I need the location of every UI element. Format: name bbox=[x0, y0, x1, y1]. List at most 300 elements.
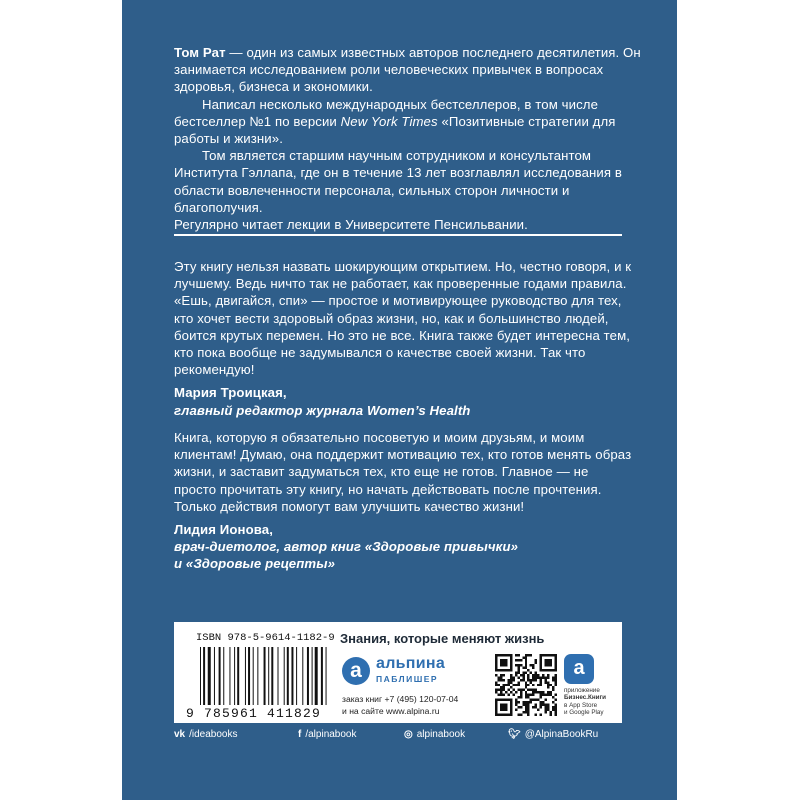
qr-module bbox=[517, 666, 519, 668]
barcode-bar bbox=[307, 647, 309, 705]
qr-module bbox=[525, 694, 527, 696]
barcode-bar bbox=[291, 647, 293, 705]
qr-module bbox=[535, 699, 537, 701]
qr-module bbox=[525, 711, 527, 713]
qr-module bbox=[547, 674, 549, 676]
qr-module bbox=[555, 704, 557, 706]
qr-module bbox=[545, 659, 552, 666]
qr-module bbox=[525, 706, 527, 708]
reviewer-name: Лидия Ионова, bbox=[174, 522, 273, 538]
qr-module bbox=[540, 679, 542, 681]
qr-module bbox=[540, 694, 542, 696]
barcode-bar bbox=[278, 647, 279, 705]
qr-module bbox=[520, 679, 522, 681]
qr-module bbox=[552, 689, 554, 691]
qr-module bbox=[537, 676, 539, 678]
qr-module bbox=[525, 666, 527, 668]
barcode-bar bbox=[223, 647, 224, 705]
qr-module bbox=[500, 689, 502, 691]
barcode-bar bbox=[284, 647, 285, 705]
qr-module bbox=[552, 701, 554, 703]
qr-module bbox=[545, 706, 547, 708]
barcode-bar bbox=[203, 647, 205, 705]
qr-code-icon bbox=[495, 654, 557, 716]
social-label: /ideabooks bbox=[189, 729, 238, 740]
qr-module bbox=[527, 714, 529, 716]
qr-module bbox=[532, 691, 534, 693]
qr-module bbox=[550, 711, 552, 713]
qr-module bbox=[520, 694, 522, 696]
qr-module bbox=[512, 689, 514, 691]
barcode-bar bbox=[219, 647, 221, 705]
barcode-bar bbox=[248, 647, 250, 705]
qr-module bbox=[525, 691, 527, 693]
qr-module bbox=[527, 696, 529, 698]
publisher-name: альпина bbox=[376, 655, 446, 672]
qr-module bbox=[530, 701, 532, 703]
qr-module bbox=[552, 709, 554, 711]
qr-module bbox=[515, 659, 517, 661]
qr-module bbox=[517, 696, 519, 698]
qr-module bbox=[510, 686, 512, 688]
order-site: и на сайте www.alpina.ru bbox=[342, 705, 440, 716]
qr-module bbox=[535, 689, 537, 691]
app-promo-text bbox=[564, 687, 620, 717]
qr-module bbox=[542, 676, 544, 678]
app-line: в App Store bbox=[564, 701, 598, 709]
review-text: Эту книгу нельзя назвать шокирующим открытием. Но, честно говоря, и к лучшему. Ведь ничто так не работает, как проверенные годами правила. «Ешь, двигайся, спи» — простое и мотивирующее руководство для тех, кто хочет вести здоровый образ жизни, но, как и большинство людей, боится крутых перемен. Но это не все. Книга также будет интересна тем, кто пока вообще не задумывался о качестве своей жизни. Так что рекомендую! bbox=[174, 259, 632, 378]
qr-module bbox=[540, 681, 542, 683]
review-signature bbox=[174, 521, 634, 573]
qr-module bbox=[527, 701, 529, 703]
qr-module bbox=[517, 714, 519, 716]
barcode-bar bbox=[326, 647, 327, 705]
qr-module bbox=[525, 659, 527, 661]
social-link-twitter[interactable] bbox=[508, 729, 598, 740]
qr-module bbox=[502, 679, 504, 681]
qr-module bbox=[520, 659, 522, 661]
qr-module bbox=[497, 679, 499, 681]
order-phone: заказ книг +7 (495) 120-07-04 bbox=[342, 694, 459, 704]
qr-module bbox=[530, 681, 532, 683]
barcode-bar bbox=[312, 647, 313, 705]
qr-module bbox=[555, 679, 557, 681]
qr-module bbox=[517, 681, 519, 683]
qr-module bbox=[500, 694, 502, 696]
qr-module bbox=[522, 711, 524, 713]
qr-module bbox=[515, 671, 517, 673]
qr-module bbox=[510, 679, 512, 681]
barcode-bar bbox=[229, 647, 230, 705]
qr-module bbox=[500, 659, 507, 666]
qr-module bbox=[500, 686, 502, 688]
barcode-bar bbox=[287, 647, 289, 705]
qr-module bbox=[540, 676, 542, 678]
qr-module bbox=[535, 676, 537, 678]
app-line: и Google Play bbox=[564, 709, 604, 717]
qr-module bbox=[550, 684, 552, 686]
author-bio-nyt: New York Times bbox=[340, 113, 438, 129]
qr-module bbox=[520, 674, 522, 676]
qr-module bbox=[545, 709, 547, 711]
qr-module bbox=[532, 689, 534, 691]
qr-module bbox=[517, 701, 519, 703]
qr-module bbox=[547, 694, 549, 696]
author-name: Том Рат bbox=[174, 45, 226, 60]
qr-module bbox=[512, 694, 514, 696]
barcode-bar bbox=[200, 647, 201, 705]
qr-module bbox=[555, 676, 557, 678]
qr-module bbox=[522, 679, 524, 681]
qr-module bbox=[522, 671, 524, 673]
qr-module bbox=[545, 694, 547, 696]
review-quote-2 bbox=[174, 429, 634, 573]
instagram-icon: ◎ bbox=[404, 729, 413, 740]
qr-module bbox=[552, 696, 554, 698]
qr-module bbox=[515, 709, 517, 711]
book-back-cover bbox=[122, 0, 677, 800]
qr-module bbox=[517, 664, 519, 666]
reviewer-name: Мария Троицкая, bbox=[174, 385, 287, 401]
social-links bbox=[174, 729, 622, 745]
qr-module bbox=[555, 706, 557, 708]
social-label: @AlpinaBookRu bbox=[524, 729, 599, 740]
reviewer-title-line1: врач-диетолог, автор книг «Здоровые привычки» bbox=[174, 539, 519, 555]
qr-module bbox=[547, 686, 549, 688]
qr-module bbox=[527, 689, 529, 691]
barcode-bar bbox=[302, 647, 303, 705]
qr-module bbox=[527, 704, 529, 706]
qr-module bbox=[500, 704, 507, 711]
qr-module bbox=[512, 676, 514, 678]
qr-module bbox=[535, 671, 537, 673]
qr-module bbox=[532, 694, 534, 696]
qr-module bbox=[547, 684, 549, 686]
author-bio-text-3: «Позитивные стратегии для работы и жизни». bbox=[174, 113, 616, 147]
qr-module bbox=[502, 674, 504, 676]
barcode-bar bbox=[264, 647, 266, 705]
qr-module bbox=[540, 691, 542, 693]
app-icon: a bbox=[564, 654, 594, 684]
barcode-bar bbox=[214, 647, 215, 705]
qr-module bbox=[540, 696, 542, 698]
vk-icon: vk bbox=[174, 729, 186, 740]
social-label: alpinabook bbox=[416, 729, 466, 740]
social-link-instagram[interactable] bbox=[404, 729, 465, 740]
barcode-bar bbox=[321, 647, 323, 705]
qr-module bbox=[535, 706, 537, 708]
qr-module bbox=[530, 671, 532, 673]
qr-module bbox=[527, 679, 529, 681]
qr-module bbox=[535, 691, 537, 693]
qr-module bbox=[535, 674, 537, 676]
qr-module bbox=[525, 696, 527, 698]
qr-module bbox=[515, 654, 517, 656]
app-line: Бизнес.Книги bbox=[564, 694, 607, 702]
qr-module bbox=[532, 674, 534, 676]
barcode-bar bbox=[315, 647, 318, 705]
barcode-bar bbox=[296, 647, 297, 705]
qr-module bbox=[507, 689, 509, 691]
qr-module bbox=[547, 681, 549, 683]
qr-module bbox=[527, 694, 529, 696]
author-bio bbox=[174, 44, 644, 233]
qr-module bbox=[512, 679, 514, 681]
qr-module bbox=[515, 699, 517, 701]
qr-module bbox=[515, 664, 517, 666]
qr-module bbox=[525, 656, 527, 658]
qr-module bbox=[532, 684, 534, 686]
qr-module bbox=[530, 679, 532, 681]
qr-module bbox=[525, 686, 527, 688]
qr-module bbox=[555, 699, 557, 701]
qr-module bbox=[535, 659, 537, 661]
review-signature bbox=[174, 384, 634, 418]
barcode-bar bbox=[253, 647, 254, 705]
qr-module bbox=[545, 704, 547, 706]
qr-module bbox=[507, 694, 509, 696]
reviewer-title: главный редактор журнала Women’s Health bbox=[174, 402, 471, 418]
qr-module bbox=[525, 661, 527, 663]
qr-module bbox=[547, 706, 549, 708]
qr-module bbox=[527, 709, 529, 711]
qr-module bbox=[540, 714, 542, 716]
qr-module bbox=[545, 711, 547, 713]
author-bio-lectures: Регулярно читает лекции в Университете Пенсильвании. bbox=[174, 217, 528, 233]
qr-module bbox=[530, 694, 532, 696]
qr-module bbox=[512, 684, 514, 686]
qr-module bbox=[510, 691, 512, 693]
app-line: приложение bbox=[564, 687, 600, 694]
twitter-icon: 🐦︎ bbox=[508, 729, 521, 740]
qr-module bbox=[550, 694, 552, 696]
qr-module bbox=[497, 676, 499, 678]
qr-module bbox=[497, 694, 499, 696]
author-bio-intro bbox=[174, 44, 644, 96]
qr-module bbox=[515, 704, 517, 706]
qr-module bbox=[552, 706, 554, 708]
qr-module bbox=[527, 674, 529, 676]
social-link-facebook[interactable] bbox=[298, 729, 357, 740]
qr-module bbox=[545, 681, 547, 683]
qr-module bbox=[535, 679, 537, 681]
qr-module bbox=[505, 691, 507, 693]
qr-module bbox=[532, 666, 534, 668]
qr-module bbox=[522, 704, 524, 706]
qr-module bbox=[522, 674, 524, 676]
qr-module bbox=[532, 699, 534, 701]
qr-module bbox=[527, 669, 529, 671]
qr-module bbox=[515, 674, 517, 676]
qr-module bbox=[547, 676, 549, 678]
qr-module bbox=[522, 666, 524, 668]
qr-module bbox=[555, 694, 557, 696]
qr-module bbox=[515, 684, 517, 686]
qr-module bbox=[542, 701, 544, 703]
qr-module bbox=[495, 681, 497, 683]
qr-module bbox=[530, 689, 532, 691]
qr-module bbox=[525, 664, 527, 666]
qr-module bbox=[542, 694, 544, 696]
qr-module bbox=[515, 701, 517, 703]
barcode-bar bbox=[234, 647, 235, 705]
qr-module bbox=[542, 691, 544, 693]
qr-module bbox=[537, 709, 539, 711]
barcode-bar bbox=[237, 647, 239, 705]
qr-module bbox=[522, 701, 524, 703]
qr-module bbox=[545, 676, 547, 678]
qr-module bbox=[510, 676, 512, 678]
qr-module bbox=[532, 664, 534, 666]
author-bio-bestsellers bbox=[174, 96, 644, 148]
qr-module bbox=[552, 676, 554, 678]
qr-module bbox=[555, 714, 557, 716]
qr-module bbox=[520, 714, 522, 716]
qr-module bbox=[520, 691, 522, 693]
qr-module bbox=[530, 699, 532, 701]
isbn-label: ISBN 978-5-9614-1182-9 bbox=[196, 632, 335, 644]
qr-module bbox=[510, 674, 512, 676]
qr-module bbox=[530, 664, 532, 666]
qr-module bbox=[535, 704, 537, 706]
qr-module bbox=[532, 676, 534, 678]
social-link-vk[interactable] bbox=[174, 729, 238, 740]
qr-module bbox=[527, 684, 529, 686]
barcode-bar bbox=[271, 647, 273, 705]
qr-module bbox=[495, 691, 497, 693]
qr-module bbox=[505, 684, 507, 686]
qr-module bbox=[507, 684, 509, 686]
qr-module bbox=[545, 679, 547, 681]
qr-module bbox=[540, 701, 542, 703]
qr-module bbox=[525, 684, 527, 686]
qr-module bbox=[502, 689, 504, 691]
qr-module bbox=[520, 664, 522, 666]
qr-module bbox=[525, 701, 527, 703]
qr-module bbox=[520, 696, 522, 698]
barcode-bar bbox=[245, 647, 246, 705]
barcode bbox=[200, 647, 338, 705]
barcode-bar bbox=[268, 647, 269, 705]
qr-module bbox=[540, 706, 542, 708]
reviewer-title-line2: и «Здоровые рецепты» bbox=[174, 556, 336, 572]
qr-module bbox=[537, 684, 539, 686]
qr-module bbox=[525, 704, 527, 706]
qr-module bbox=[552, 679, 554, 681]
qr-module bbox=[510, 681, 512, 683]
qr-module bbox=[500, 679, 502, 681]
qr-module bbox=[517, 676, 519, 678]
qr-module bbox=[540, 684, 542, 686]
publisher-subname: ПАБЛИШЕР bbox=[376, 674, 439, 684]
qr-module bbox=[540, 704, 542, 706]
qr-module bbox=[550, 714, 552, 716]
qr-module bbox=[517, 706, 519, 708]
qr-module bbox=[502, 686, 504, 688]
qr-module bbox=[537, 691, 539, 693]
qr-module bbox=[545, 699, 547, 701]
qr-module bbox=[517, 689, 519, 691]
qr-module bbox=[527, 706, 529, 708]
qr-module bbox=[500, 676, 502, 678]
qr-module bbox=[522, 656, 524, 658]
publisher-logo-icon: а bbox=[342, 657, 370, 685]
qr-module bbox=[502, 684, 504, 686]
barcode-bar bbox=[208, 647, 211, 705]
qr-module bbox=[547, 704, 549, 706]
qr-module bbox=[537, 699, 539, 701]
qr-module bbox=[500, 691, 502, 693]
qr-module bbox=[525, 709, 527, 711]
qr-module bbox=[507, 681, 509, 683]
qr-module bbox=[555, 709, 557, 711]
qr-module bbox=[495, 689, 497, 691]
qr-module bbox=[535, 661, 537, 663]
publisher-slogan: Знания, которые меняют жизнь bbox=[340, 631, 545, 646]
qr-module bbox=[527, 676, 529, 678]
qr-module bbox=[495, 684, 497, 686]
qr-module bbox=[555, 684, 557, 686]
qr-module bbox=[522, 689, 524, 691]
qr-module bbox=[552, 686, 554, 688]
qr-module bbox=[517, 659, 519, 661]
qr-module bbox=[525, 681, 527, 683]
order-info bbox=[342, 694, 458, 717]
qr-module bbox=[550, 691, 552, 693]
qr-module bbox=[542, 704, 544, 706]
qr-module bbox=[517, 669, 519, 671]
qr-module bbox=[515, 691, 517, 693]
qr-module bbox=[502, 694, 504, 696]
author-bio-gallup: Том является старшим научным сотрудником и консультантом Института Гэллапа, где он в течение 13 лет возглавлял исследования в области вовлеченности персонала, сильных сторон личности и благополучия. bbox=[174, 148, 622, 215]
qr-module bbox=[527, 711, 529, 713]
review-text: Книга, которую я обязательно посоветую и моим друзьям, и моим клиентам! Думаю, она поддержит мотивацию тех, кто готов менять образ жизни, и заставит задуматься тех, кто еще не готов. Главное — не просто прочитать эту книгу, но начать действовать после прочтения. Только действия помогут вам улучшить качество жизни! bbox=[174, 430, 632, 514]
qr-module bbox=[522, 676, 524, 678]
barcode-digits: 9 785961 411829 bbox=[186, 706, 322, 721]
qr-module bbox=[535, 714, 537, 716]
qr-module bbox=[527, 654, 529, 656]
qr-module bbox=[547, 691, 549, 693]
publisher-logo bbox=[342, 655, 450, 687]
qr-module bbox=[517, 684, 519, 686]
facebook-icon: f bbox=[298, 729, 302, 740]
qr-module bbox=[520, 689, 522, 691]
qr-module bbox=[532, 706, 534, 708]
qr-module bbox=[547, 709, 549, 711]
review-quote-1 bbox=[174, 258, 634, 419]
qr-module bbox=[532, 679, 534, 681]
qr-module bbox=[520, 706, 522, 708]
qr-module bbox=[555, 681, 557, 683]
qr-module bbox=[530, 654, 532, 656]
qr-module bbox=[497, 684, 499, 686]
qr-module bbox=[525, 671, 527, 673]
publisher-info-panel bbox=[174, 622, 622, 723]
divider bbox=[174, 234, 622, 236]
author-bio-text-2: Написал несколько международных бестселлеров, в том числе бестселлер №1 по версии bbox=[174, 96, 599, 129]
author-bio-text-1: — один из самых известных авторов последнего десятилетия. Он занимается исследованием роли человеческих привычек в вопросах здоровья, бизнеса и экономики. bbox=[174, 45, 641, 95]
qr-module bbox=[537, 674, 539, 676]
qr-module bbox=[497, 689, 499, 691]
qr-module bbox=[555, 674, 557, 676]
qr-module bbox=[500, 674, 502, 676]
qr-module bbox=[525, 654, 527, 656]
qr-module bbox=[517, 671, 519, 673]
qr-module bbox=[495, 674, 497, 676]
qr-module bbox=[507, 679, 509, 681]
social-label: /alpinabook bbox=[305, 729, 357, 740]
barcode-bar bbox=[257, 647, 258, 705]
